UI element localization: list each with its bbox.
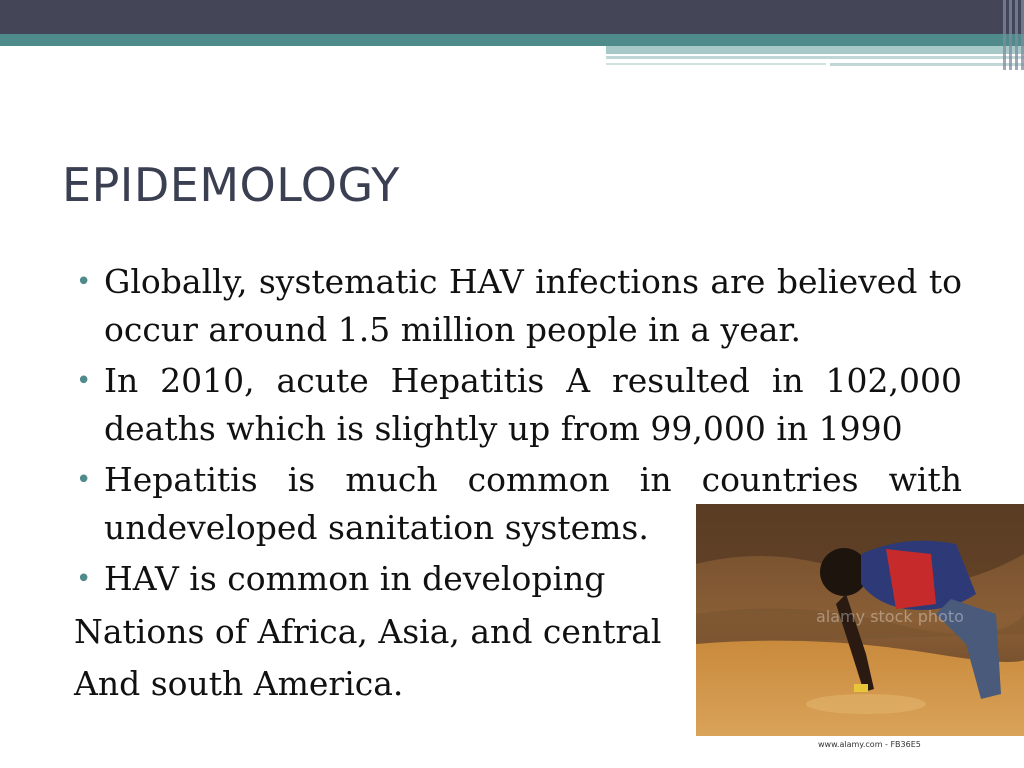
- photo-caption: www.alamy.com - FB36E5: [818, 740, 921, 749]
- header-bar: [1003, 0, 1006, 70]
- header-line: [606, 56, 1024, 59]
- photo-child-collecting-water: [696, 504, 1024, 736]
- bullet-item: • Globally, systematic HAV infections are believed to occur around 1.5 million people in a year.: [70, 258, 962, 354]
- slide-title: EPIDEMOLOGY: [62, 158, 400, 212]
- header-band-dark: [0, 0, 1024, 34]
- watermark-text: alamy stock photo: [816, 607, 964, 626]
- bullet-item: • Hepatitis is much common in countries with undeveloped sanitation systems.: [70, 456, 962, 552]
- photo-illustration: [696, 504, 1024, 736]
- header-bar: [1009, 0, 1012, 70]
- header-band-teal: [0, 34, 1024, 46]
- header-band-light: [606, 46, 1024, 54]
- bullet-item: • In 2010, acute Hepatitis A resulted in 102,000 deaths which is slightly up from 99,000 in 1990: [70, 357, 962, 453]
- bullet-item: • HAV is common in developing: [70, 555, 704, 603]
- header-line: [606, 63, 826, 65]
- header-bar: [1015, 0, 1018, 70]
- continuation-line: And south America.: [74, 664, 404, 703]
- header-vertical-bars: [994, 0, 1024, 70]
- continuation-line: Nations of Africa, Asia, and central: [74, 612, 662, 651]
